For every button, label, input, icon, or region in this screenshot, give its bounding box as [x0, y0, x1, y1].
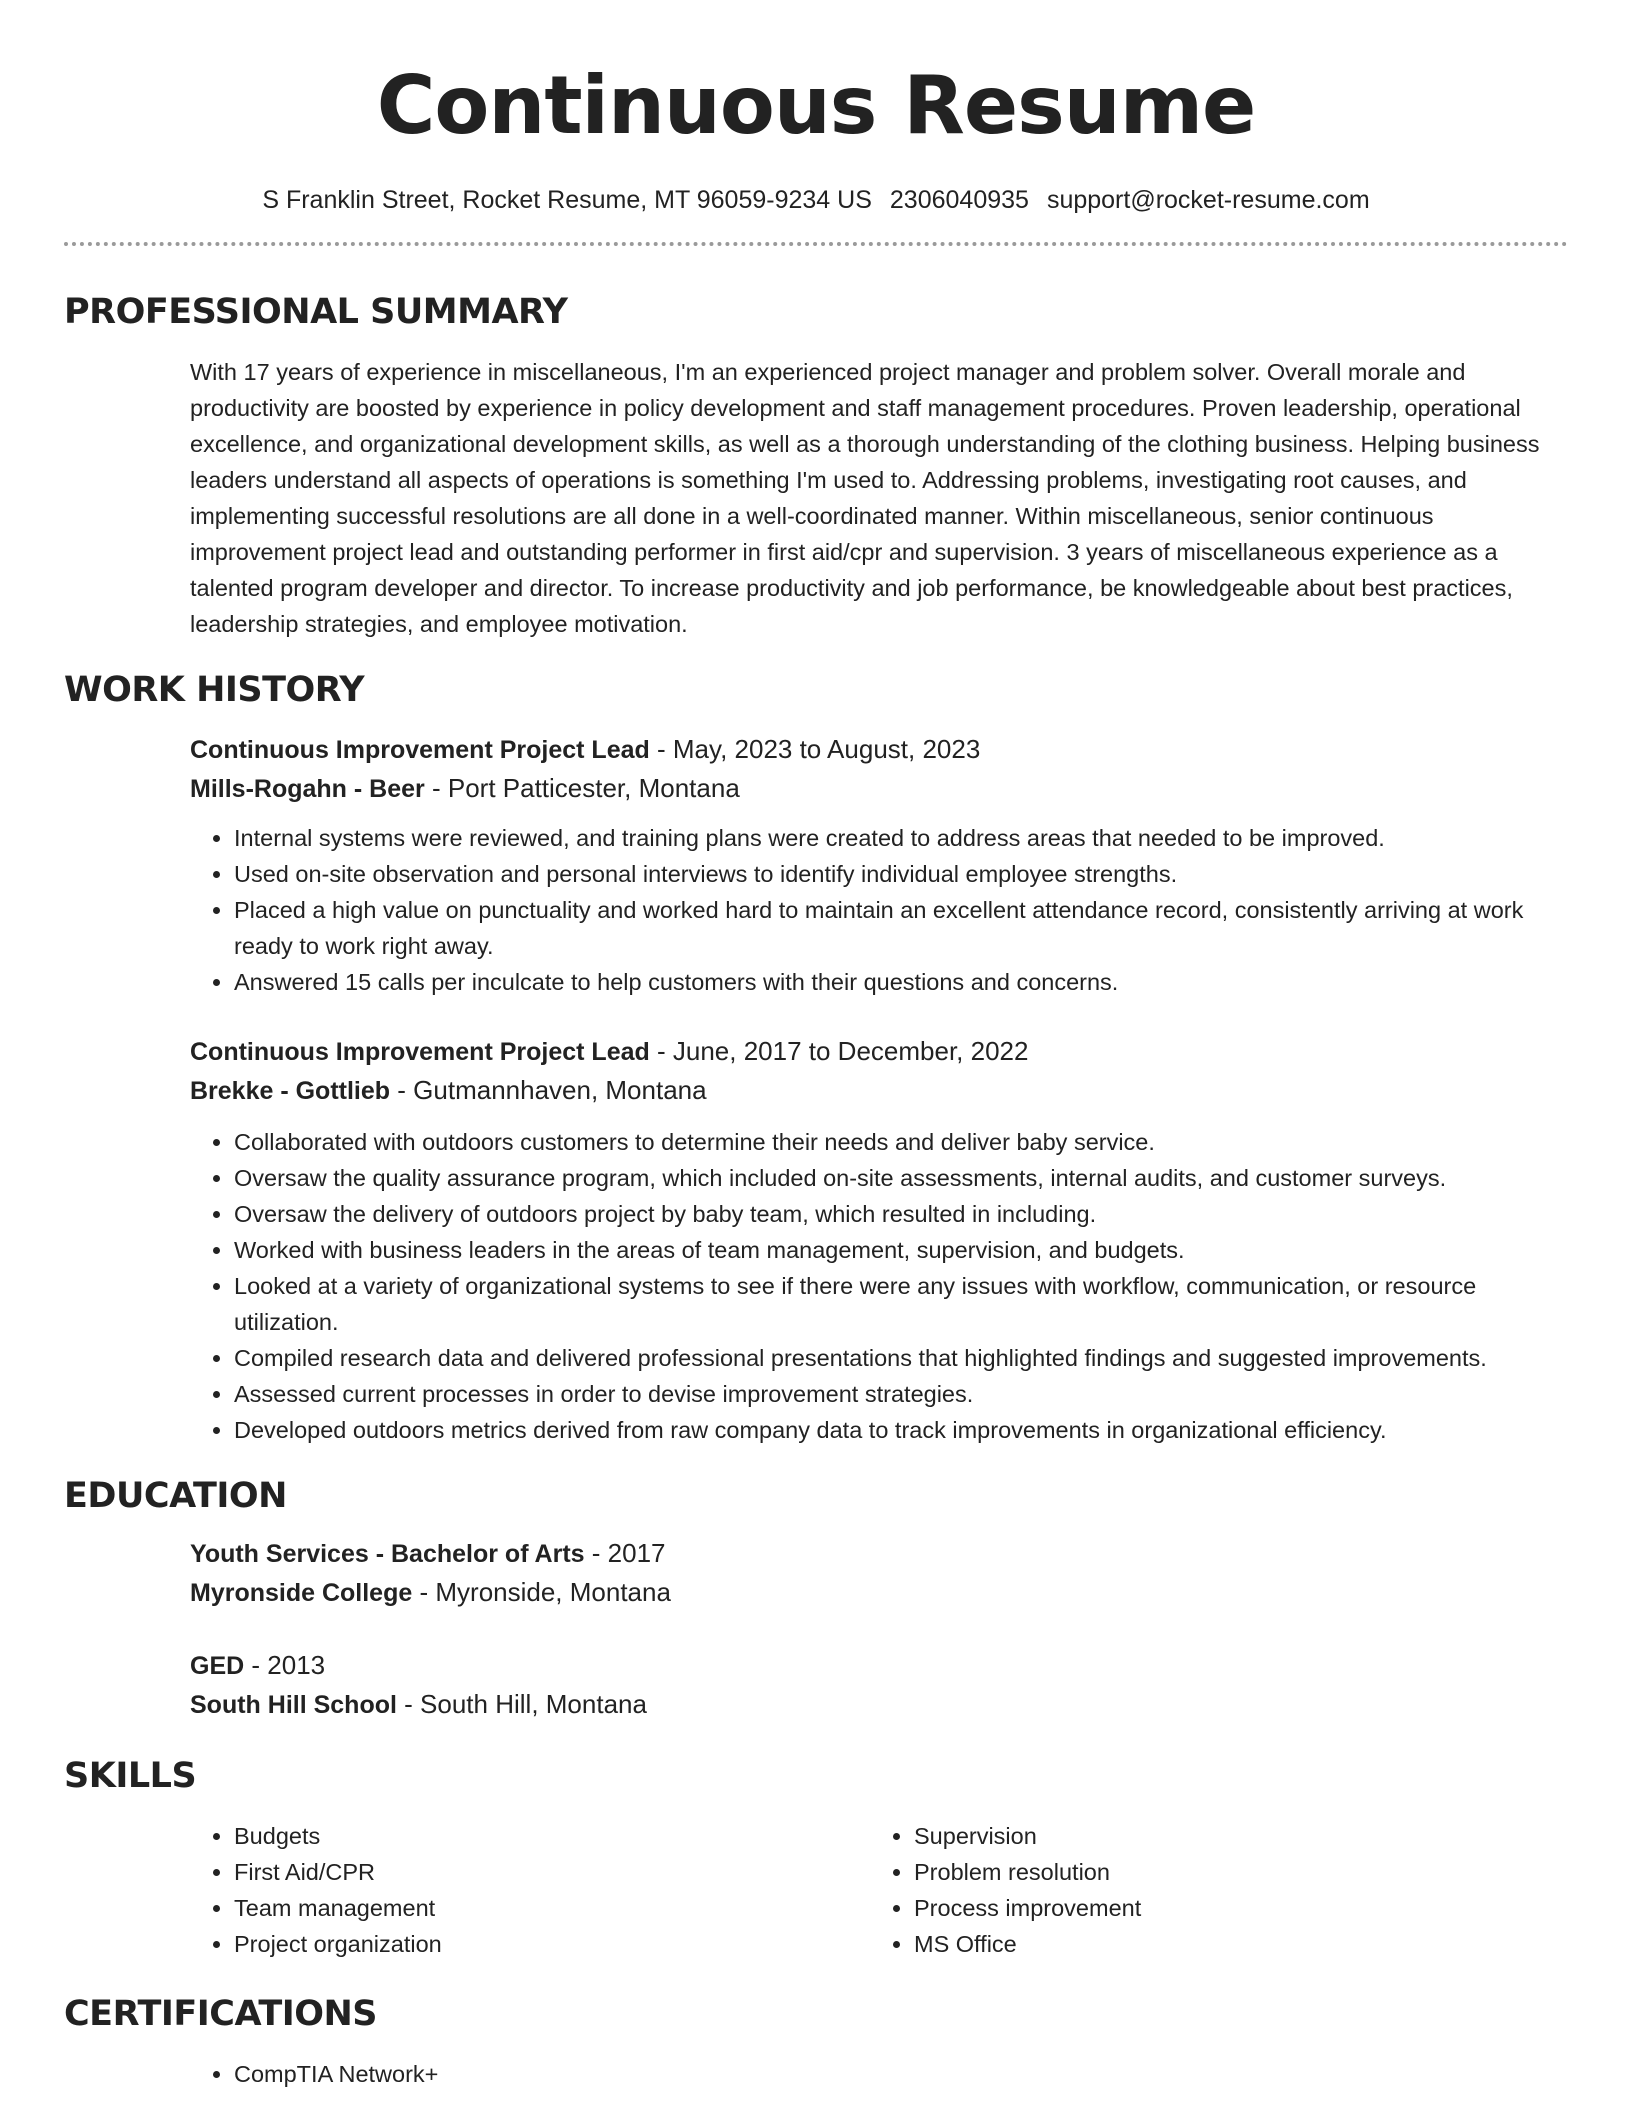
- education-section: [64, 1474, 1568, 1724]
- job-role: Continuous Improvement Project Lead: [190, 1038, 650, 1066]
- job-bullet: • Oversaw the quality assurance program, which included on-site assessments, internal audits, and customer surveys.: [234, 1160, 1568, 1196]
- education-school: South Hill School: [190, 1691, 397, 1719]
- job-bullet: • Oversaw the delivery of outdoors project by baby team, which resulted in including.: [234, 1196, 1568, 1232]
- education-year: - 2013: [244, 1650, 326, 1680]
- education-entry: [190, 1646, 1568, 1724]
- section-title-certifications: CERTIFICATIONS: [64, 1994, 378, 2034]
- skills-column-right: [870, 1818, 1550, 1962]
- education-degree: GED: [190, 1652, 245, 1680]
- job-role: Continuous Improvement Project Lead: [190, 736, 650, 764]
- certifications-list: [190, 2056, 1568, 2092]
- job-location: - Gutmannhaven, Montana: [390, 1075, 707, 1105]
- section-title-work-history: WORK HISTORY: [64, 670, 365, 710]
- job-company-line: [190, 769, 1568, 808]
- certifications-section: [64, 1992, 1568, 2092]
- job-company-line: [190, 1071, 1568, 1110]
- job-bullets: [190, 820, 1568, 1000]
- education-school-line: [190, 1573, 1568, 1612]
- job-bullet: • Developed outdoors metrics derived from raw company data to track improvements in organizational efficiency.: [234, 1412, 1568, 1448]
- section-title-education: EDUCATION: [64, 1476, 287, 1516]
- job-entry: [190, 1032, 1568, 1448]
- candidate-name: Continuous Resume: [376, 59, 1256, 152]
- education-school: Myronside College: [190, 1579, 413, 1607]
- job-bullet: • Worked with business leaders in the areas of team management, supervision, and budgets.: [234, 1232, 1568, 1268]
- skill-item: • MS Office: [914, 1926, 1550, 1962]
- summary-section: [64, 290, 1568, 642]
- skill-item: • Team management: [234, 1890, 870, 1926]
- education-degree-line: [190, 1646, 1568, 1685]
- skill-item: • Supervision: [914, 1818, 1550, 1854]
- contact-line: [64, 184, 1568, 216]
- job-company: Brekke - Gottlieb: [190, 1077, 391, 1105]
- summary-text: With 17 years of experience in miscellaneous, I'm an experienced project manager and problem solver. Overall morale and productivity are boosted by experience in policy development and staff management procedures. Proven leadership, operational excellence, and organizational development skills, as well as a thorough understanding of the clothing business. Helping business leaders understand all aspects of operations is something I'm used to. Addressing problems, investigating root causes, and implementing successful resolutions are all done in a well-coordinated manner. Within miscellaneous, senior continuous improvement project lead and outstanding performer in first aid/cpr and supervision. 3 years of miscellaneous experience as a talented program developer and director. To increase productivity and job performance, be knowledgeable about best practices, leadership strategies, and employee motivation.: [190, 359, 1540, 637]
- resume-page: [64, 0, 1568, 2092]
- job-bullets: [190, 1124, 1568, 1448]
- job-bullet: • Looked at a variety of organizational systems to see if there were any issues with workflow, communication, or resource utilization.: [234, 1268, 1568, 1340]
- skill-item: • Project organization: [234, 1926, 870, 1962]
- education-degree: Youth Services - Bachelor of Arts: [190, 1540, 585, 1568]
- skill-item: • Budgets: [234, 1818, 870, 1854]
- skills-section: [64, 1754, 1568, 1962]
- contact-phone: 2306040935: [889, 186, 1029, 214]
- job-company: Mills-Rogahn - Beer: [190, 775, 425, 803]
- job-bullet: • Compiled research data and delivered professional presentations that highlighted findings and suggested improvements.: [234, 1340, 1568, 1376]
- skills-column-left: [190, 1818, 870, 1962]
- education-location: - Myronside, Montana: [412, 1577, 671, 1607]
- job-dates: - June, 2017 to December, 2022: [649, 1036, 1029, 1066]
- job-location: - Port Patticester, Montana: [424, 773, 740, 803]
- contact-email: support@rocket-resume.com: [1046, 186, 1370, 214]
- job-dates: - May, 2023 to August, 2023: [649, 734, 981, 764]
- job-entry: [190, 730, 1568, 1000]
- education-degree-line: [190, 1534, 1568, 1573]
- skill-item: • Problem resolution: [914, 1854, 1550, 1890]
- work-history-section: [64, 668, 1568, 1448]
- education-school-line: [190, 1685, 1568, 1724]
- job-bullet: • Internal systems were reviewed, and training plans were created to address areas that needed to be improved.: [234, 820, 1568, 856]
- job-bullet: • Placed a high value on punctuality and worked hard to maintain an excellent attendance record, consistently arriving at work ready to work right away.: [234, 892, 1568, 964]
- job-title-line: [190, 730, 1568, 769]
- job-bullet: • Collaborated with outdoors customers to determine their needs and deliver baby service.: [234, 1124, 1568, 1160]
- skill-item: • First Aid/CPR: [234, 1854, 870, 1890]
- job-bullet: • Answered 15 calls per inculcate to help customers with their questions and concerns.: [234, 964, 1568, 1000]
- certification-item: • CompTIA Network+: [234, 2056, 1568, 2092]
- job-title-line: [190, 1032, 1568, 1071]
- section-title-skills: SKILLS: [64, 1756, 197, 1796]
- contact-address: S Franklin Street, Rocket Resume, MT 96059-9234 US: [262, 186, 872, 214]
- education-entry: [190, 1534, 1568, 1612]
- education-location: - South Hill, Montana: [396, 1689, 647, 1719]
- job-bullet: • Used on-site observation and personal interviews to identify individual employee strengths.: [234, 856, 1568, 892]
- job-bullet: • Assessed current processes in order to devise improvement strategies.: [234, 1376, 1568, 1412]
- skills-list: [190, 1818, 1568, 1962]
- section-title-summary: PROFESSIONAL SUMMARY: [64, 292, 568, 332]
- education-year: - 2017: [584, 1538, 666, 1568]
- skill-item: • Process improvement: [914, 1890, 1550, 1926]
- header-divider: [64, 242, 1568, 246]
